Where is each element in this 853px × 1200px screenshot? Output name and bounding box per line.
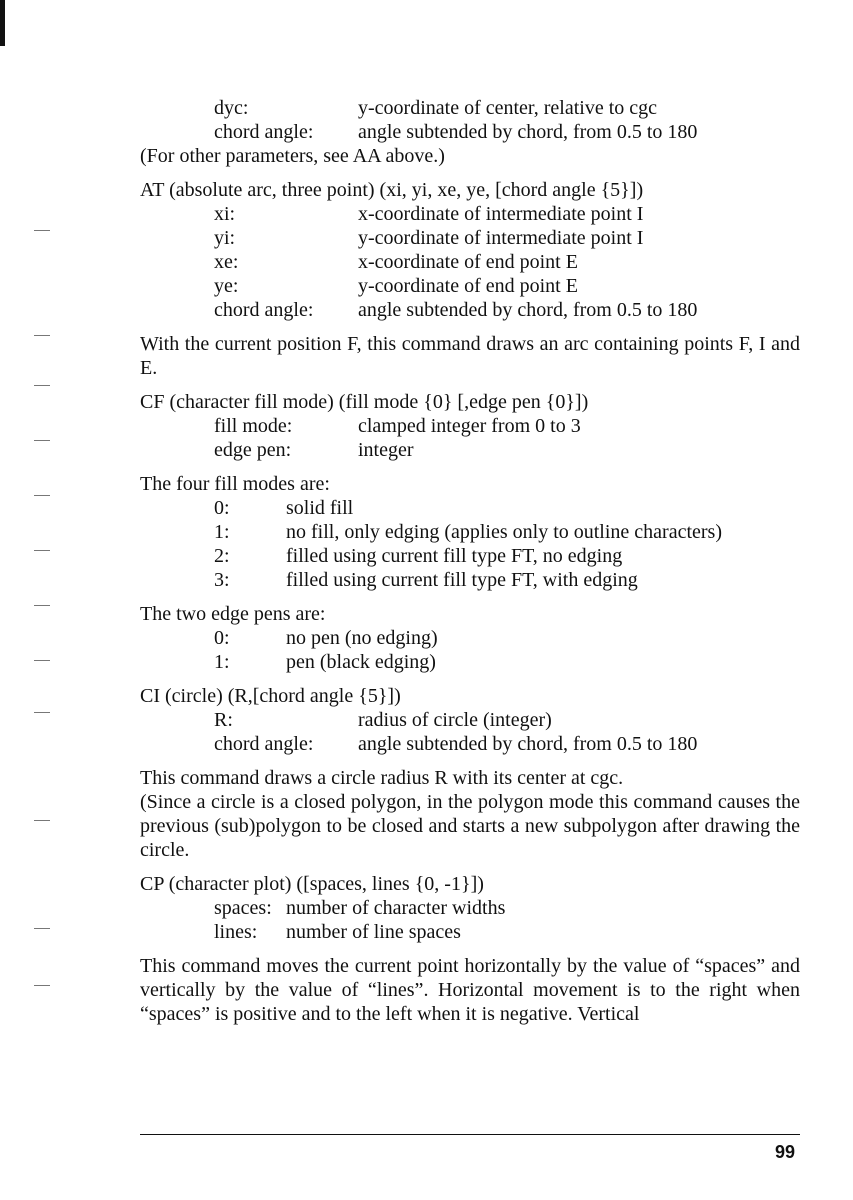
paragraph: This command draws a circle radius R with its center at cgc. [140,767,624,789]
param-key: yi: [214,227,236,249]
mode-row [140,568,800,592]
mode-desc: no pen (no edging) [286,627,438,649]
param-key: R: [214,709,233,731]
param-key: chord angle: [214,299,314,321]
param-key: spaces: [214,897,272,919]
section-edge-pens [140,602,800,674]
param-key: fill mode: [214,415,293,437]
param-row [140,298,800,322]
margin-mark [34,660,50,661]
param-row [140,896,800,920]
section-cf [140,390,800,462]
mode-desc: filled using current fill type FT, with edging [286,569,638,591]
param-desc: y-coordinate of center, relative to cgc [358,97,658,119]
param-row [140,920,800,944]
mode-key: 2: [214,545,230,567]
mode-key: 0: [214,627,230,649]
binding-edge-mark [0,0,5,46]
param-row [140,202,800,226]
param-desc: angle subtended by chord, from 0.5 to 180 [358,299,698,321]
margin-mark [34,985,50,986]
param-row [140,96,800,120]
param-key: edge pen: [214,439,292,461]
param-row [140,250,800,274]
margin-mark [34,335,50,336]
section-dyc [140,96,800,168]
mode-row [140,496,800,520]
param-desc: angle subtended by chord, from 0.5 to 180 [358,733,698,755]
command-heading: CI (circle) (R,[chord angle {5}]) [140,685,401,707]
section-cp-description [140,954,800,1026]
mode-key: 3: [214,569,230,591]
param-desc: y-coordinate of intermediate point I [358,227,644,249]
page-body [140,96,800,1026]
paragraph: With the current position F, this command draws an arc containing points F, I and E. [140,333,800,379]
command-heading: CF (character fill mode) (fill mode {0} [,edge pen {0}]) [140,391,589,413]
paragraph: (Since a circle is a closed polygon, in the polygon mode this command causes the previous (sub)polygon to be closed and starts a new subpolygon after drawing the circle. [140,791,800,861]
subheading: The two edge pens are: [140,603,326,625]
param-row [140,708,800,732]
mode-row [140,626,800,650]
mode-row [140,520,800,544]
param-desc: radius of circle (integer) [358,709,552,731]
param-desc: x-coordinate of intermediate point I [358,203,644,225]
mode-desc: solid fill [286,497,354,519]
param-row [140,438,800,462]
mode-row [140,544,800,568]
command-heading: AT (absolute arc, three point) (xi, yi, xe, ye, [chord angle {5}]) [140,179,644,201]
param-row [140,414,800,438]
mode-key: 1: [214,651,230,673]
margin-mark [34,712,50,713]
mode-key: 1: [214,521,230,543]
margin-mark [34,820,50,821]
mode-row [140,650,800,674]
param-row [140,226,800,250]
param-key: ye: [214,275,239,297]
param-desc: integer [358,439,414,461]
subheading: The four fill modes are: [140,473,330,495]
section-ci [140,684,800,756]
section-ci-description [140,766,800,862]
param-key: chord angle: [214,733,314,755]
margin-mark [34,605,50,606]
section-at-description [140,332,800,380]
param-desc: number of line spaces [286,921,461,943]
param-key: xi: [214,203,236,225]
param-key: chord angle: [214,121,314,143]
margin-mark [34,550,50,551]
section-at [140,178,800,322]
margin-mark [34,495,50,496]
param-row [140,274,800,298]
margin-mark [34,230,50,231]
footer-rule [140,1134,800,1135]
param-row [140,120,800,144]
param-desc: clamped integer from 0 to 3 [358,415,581,437]
note-text: (For other parameters, see AA above.) [140,145,445,167]
mode-desc: filled using current fill type FT, no edging [286,545,623,567]
paragraph: This command moves the current point horizontally by the value of “spaces” and vertically by the value of “lines”. Horizontal movement is to the right when “spaces” is positive and to the left when it is negative. Vertical [140,955,800,1025]
param-desc: x-coordinate of end point E [358,251,578,273]
param-desc: angle subtended by chord, from 0.5 to 180 [358,121,698,143]
margin-mark [34,928,50,929]
mode-desc: pen (black edging) [286,651,436,673]
param-key: lines: [214,921,258,943]
page-number: 99 [774,1142,795,1162]
margin-mark [34,440,50,441]
command-heading: CP (character plot) ([spaces, lines {0, -1}]) [140,873,484,895]
mode-desc: no fill, only edging (applies only to outline characters) [286,521,722,543]
section-cp [140,872,800,944]
param-key: xe: [214,251,239,273]
margin-mark [34,385,50,386]
param-desc: y-coordinate of end point E [358,275,578,297]
section-fill-modes [140,472,800,592]
param-desc: number of character widths [286,897,506,919]
param-row [140,732,800,756]
param-key: dyc: [214,97,249,119]
mode-key: 0: [214,497,230,519]
